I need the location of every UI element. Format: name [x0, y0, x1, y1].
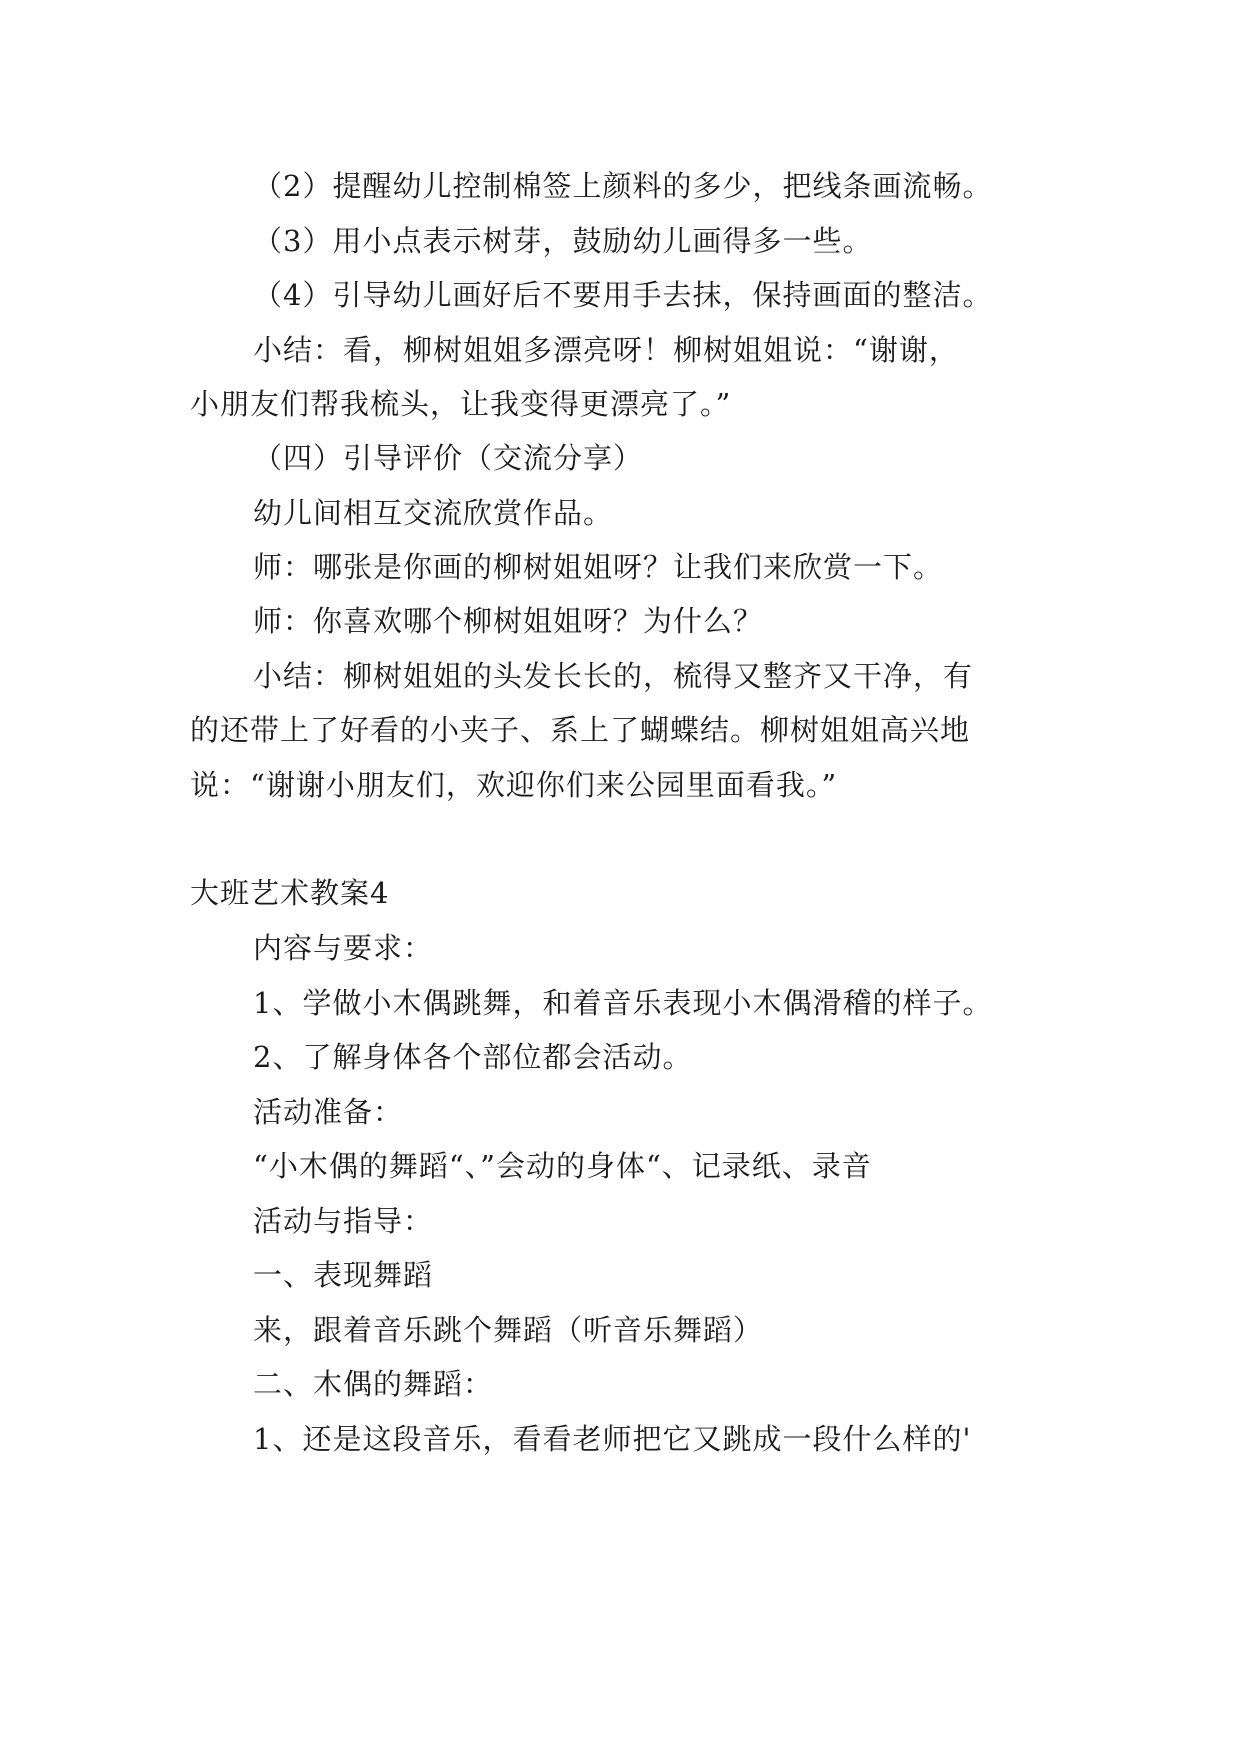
- section-heading: 活动与指导：: [253, 1204, 434, 1238]
- section-heading: （四）引导评价（交流分享）: [253, 441, 644, 475]
- paragraph-line: （3）用小点表示树芽，鼓励幼儿画得多一些。: [253, 224, 873, 258]
- paragraph-line: （2）提醒幼儿控制棉签上颜料的多少，把线条画流畅。: [253, 169, 993, 203]
- paragraph-line: 1、还是这段音乐，看看老师把它又跳成一段什么样的': [253, 1422, 972, 1456]
- paragraph-line: 师：你喜欢哪个柳树姐姐呀？为什么？: [253, 604, 764, 638]
- document-title: 大班艺术教案4: [190, 876, 390, 910]
- paragraph-line: 二、木偶的舞蹈：: [253, 1367, 494, 1401]
- paragraph-line: 来，跟着音乐跳个舞蹈（听音乐舞蹈）: [253, 1313, 764, 1347]
- paragraph-line: 说：“谢谢小朋友们，欢迎你们来公园里面看我。”: [190, 768, 838, 802]
- paragraph-line: 一、表现舞蹈: [253, 1258, 434, 1292]
- paragraph-line: 幼儿间相互交流欣赏作品。: [253, 496, 614, 530]
- paragraph-line: 小朋友们帮我梳头，让我变得更漂亮了。”: [190, 387, 732, 421]
- paragraph-line: 师：哪张是你画的柳树姐姐呀？让我们来欣赏一下。: [253, 550, 944, 584]
- paragraph-line: 2、了解身体各个部位都会活动。: [253, 1040, 693, 1074]
- section-heading: 活动准备：: [253, 1095, 404, 1129]
- paragraph-line: “小木偶的舞蹈“、”会动的身体“、记录纸、录音: [253, 1149, 872, 1183]
- paragraph-line: （4）引导幼儿画好后不要用手去抹，保持画面的整洁。: [253, 278, 993, 312]
- paragraph-line: 小结：看，柳树姐姐多漂亮呀！柳树姐姐说：“谢谢，: [253, 333, 959, 367]
- paragraph-line: 的还带上了好看的小夹子、系上了蝴蝶结。柳树姐姐高兴地: [190, 713, 971, 747]
- paragraph-line: 小结：柳树姐姐的头发长长的，梳得又整齐又干净，有: [253, 659, 974, 693]
- section-heading: 内容与要求：: [253, 931, 434, 965]
- paragraph-line: 1、学做小木偶跳舞，和着音乐表现小木偶滑稽的样子。: [253, 986, 993, 1020]
